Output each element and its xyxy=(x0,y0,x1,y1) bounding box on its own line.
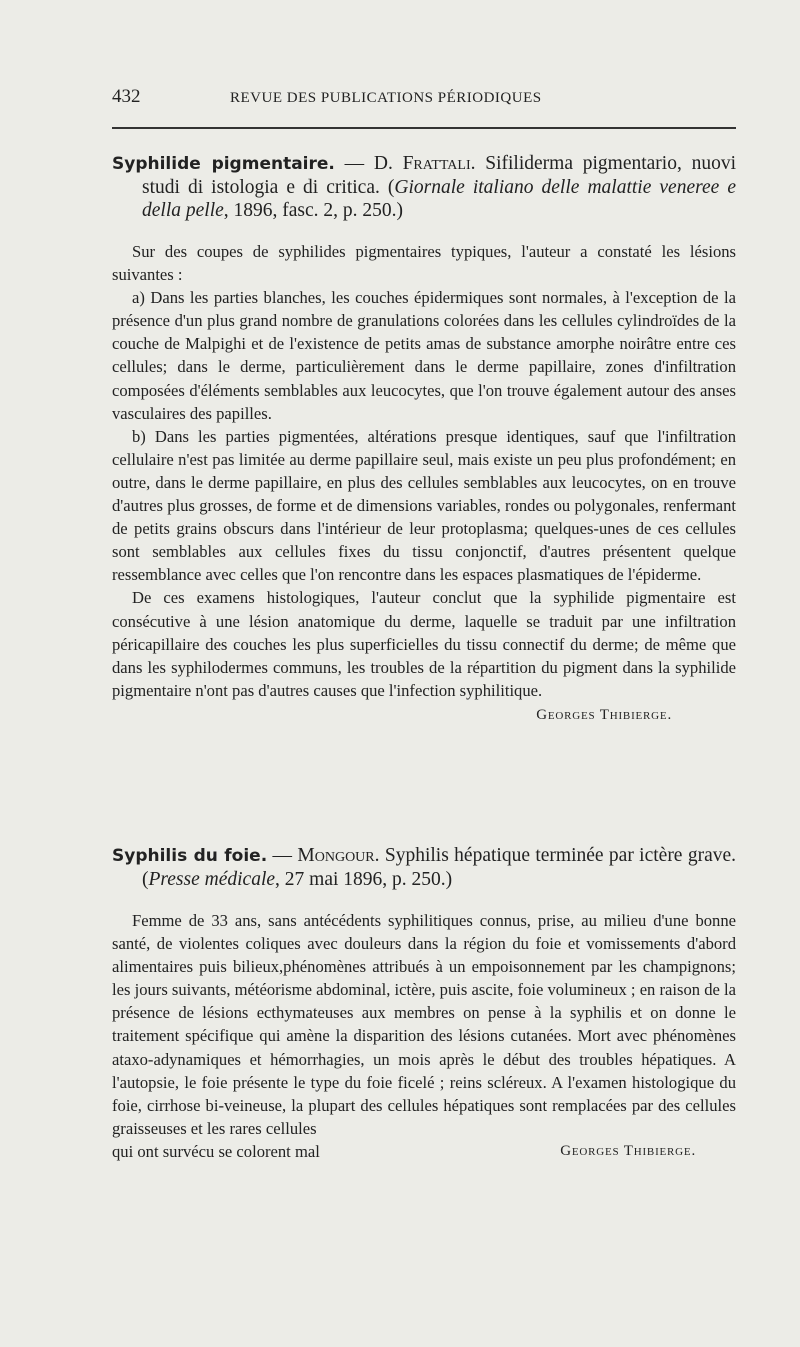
article-syphilide-pigmentaire xyxy=(112,152,736,727)
journal-name: Presse médicale xyxy=(148,869,276,890)
article-title xyxy=(112,844,736,891)
paragraph: De ces examens histologiques, l'auteur conclut que la syphilide pigmentaire est consécutive à une lésion anatomique du derme, laquelle se traduit par une infiltration péricapillaire des couches les plus superficielles du tissu connectif du derme; de même que dans les syphilodermes communs, les troubles de la répartition du pigment dans la syphilide pigmentaire n'ont pas d'autres causes que l'infection syphilitique. xyxy=(112,588,736,700)
title-dash: — xyxy=(334,153,374,174)
article-source-title: Sifiliderma pigmentario, nuovi studi di istologia e di critica. ( xyxy=(142,153,737,198)
journal-reference: , 27 mai 1896, p. 250.) xyxy=(275,869,453,890)
article-title xyxy=(112,152,736,222)
header-rule xyxy=(112,127,736,129)
journal-reference: , 1896, fasc. 2, p. 250.) xyxy=(223,200,404,221)
paragraph: Femme de 33 ans, sans antécédents syphilitiques connus, prise, au milieu d'une bonne santé, de violentes coliques avec douleurs dans la région du foie et vomissements d'abord alimentaires puis bilieux,phénomènes attribués à un empoisonnement par les champignons; les jours suivants, météorisme abdominal, ictère, puis ascite, foie volumineux ; en raison de la présence de lésions ecthymateuses aux membres on pense à la syphilis et on donne le traitement spécifique qui amène la disparition des lésions cutanées. Mort avec phénomènes ataxo-adynamiques et hémorrhagies, un mois après le début des troubles hépatiques. A l'autopsie, le foie présente le type du foie ficelé ; reins scléreux. A l'examen histologique du foie, cirrhose bi-veineuse, la plupart des cellules hépatiques sont remplacées par des cellules graisseuses et les rares cellules xyxy=(112,911,736,1138)
journal-name: Giornale italiano delle malattie veneree e della pelle xyxy=(142,177,736,221)
article-subject: Syphilide pigmentaire. xyxy=(112,154,335,174)
signature: Georges Thibierge. xyxy=(560,1142,696,1159)
paragraph: Sur des coupes de syphilides pigmentaires typiques, l'auteur a constaté les lésions suivantes : xyxy=(112,242,736,285)
article-syphilis-du-foie xyxy=(112,844,736,1163)
signature: Georges Thibierge. xyxy=(536,706,672,723)
article-source-title: Syphilis hépatique terminée par ictère grave. ( xyxy=(142,845,737,890)
closing-line xyxy=(112,1140,736,1163)
signature-line xyxy=(112,702,736,727)
article-body xyxy=(112,909,736,1163)
paragraph: a) Dans les parties blanches, les couches épidermiques sont normales, à l'exception de la présence d'un plus grand nombre de granulations colorées dans les cellules cylindroïdes de la couche de Malpighi et de l'existence de petits amas de substance amorphe noirâtre entre ces cellules; dans le derme, particulièrement dans le derme papillaire, zones d'infiltration composées d'éléments semblables aux leucocytes, que l'on trouve également autour des anses vasculaires des papilles. xyxy=(112,288,736,423)
closing-text: qui ont survécu se colorent mal xyxy=(112,1141,320,1161)
article-author: Mongour. xyxy=(297,845,380,866)
article-body xyxy=(112,240,736,727)
title-dash: — xyxy=(267,845,298,866)
page-number: 432 xyxy=(112,86,141,107)
article-author: D. Frattali. xyxy=(373,153,476,174)
running-title: REVUE DES PUBLICATIONS PÉRIODIQUES xyxy=(230,90,542,106)
paragraph: b) Dans les parties pigmentées, altérations presque identiques, sauf que l'infiltration cellulaire n'est pas limitée au derme papillaire seul, mais existe un peu plus profondément; en outre, dans le derme papillaire, en plus des cellules semblables aux leucocytes, on en trouve d'autres plus grosses, de forme et de dimensions variables, rondes ou polygonales, renfermant de petits grains obscurs dans l'intérieur de leur protoplasma; quelques-unes de ces cellules sont semblables aux cellules fixes du tissu conjonctif, d'autres présentent quelque ressemblance avec celles que l'on rencontre dans les espaces plasmatiques de l'épiderme. xyxy=(112,426,736,585)
article-subject: Syphilis du foie. xyxy=(112,846,268,866)
